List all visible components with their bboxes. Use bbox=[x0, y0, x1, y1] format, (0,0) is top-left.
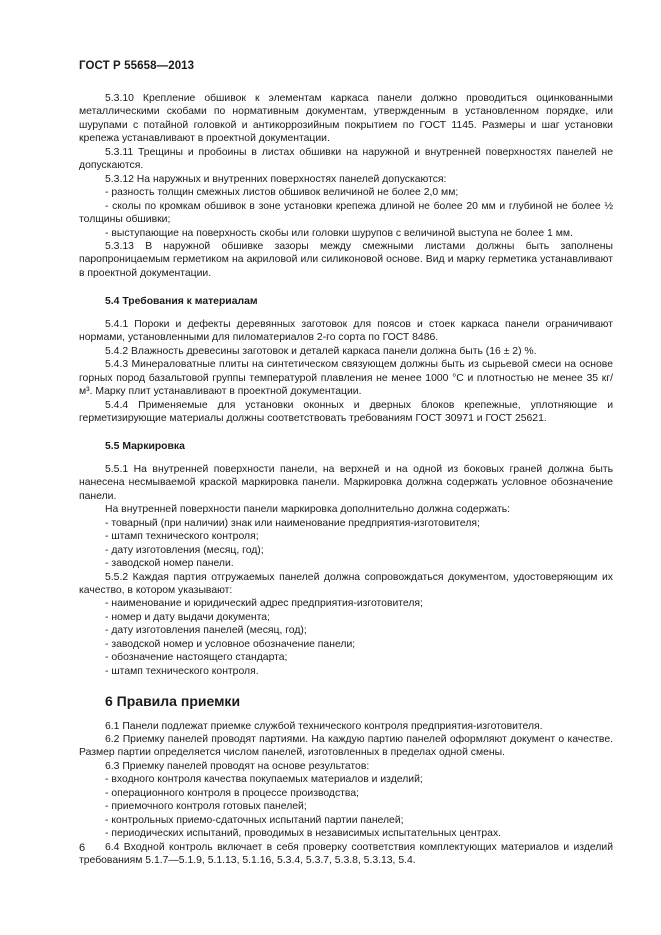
list-item: - сколы по кромкам обшивок в зоне установки крепежа длиной не более 20 мм и глубиной не более ½ толщины обшивки; bbox=[79, 200, 613, 226]
paragraph-6-4: 6.4 Входной контроль включает в себя проверку соответствия комплектующих материалов и изделий требованиям 5.1.7—5.1.9, 5.1.13, 5.1.16, 5.3.4, 5.3.7, 5.3.8, 5.3.13, 5.4. bbox=[79, 841, 613, 867]
paragraph-5-5-1: 5.5.1 На внутренней поверхности панели, на верхней и на одной из боковых граней должна быть нанесена несмываемой краской маркировка панели. Маркировка должна содержать условное обозначение панели. bbox=[79, 463, 613, 502]
list-item: - товарный (при наличии) знак или наименование предприятия-изготовителя; bbox=[105, 517, 480, 529]
paragraph-5-5-2: 5.5.2 Каждая партия отгружаемых панелей должна сопровождаться документом, удостоверяющим их качество, в котором указывают: bbox=[79, 571, 613, 596]
list-item: - штамп технического контроля; bbox=[105, 531, 259, 543]
paragraph-6-1: 6.1 Панели подлежат приемке службой технического контроля предприятия-изготовителя. bbox=[105, 720, 543, 732]
list-item: - разность толщин смежных листов обшивок величиной не более 2,0 мм; bbox=[105, 187, 459, 199]
list-item: - номер и дату выдачи документа; bbox=[105, 611, 270, 623]
standard-header: ГОСТ Р 55658—2013 bbox=[79, 60, 195, 72]
list-item: - контрольных приемо-сдаточных испытаний партии панелей; bbox=[105, 814, 404, 826]
list-item: - штамп технического контроля. bbox=[105, 665, 259, 677]
section-6-heading: 6 Правила приемки bbox=[105, 693, 241, 710]
list-item: - приемочного контроля готовых панелей; bbox=[105, 801, 307, 813]
list-item: - выступающие на поверхность скобы или головки шурупов с величиной выступа не более 1 мм. bbox=[105, 227, 573, 239]
paragraph-5-3-13: 5.3.13 В наружной обшивке зазоры между смежными листами должны быть заполнены паропроницаемым герметиком на акриловой или силиконовой основе. Вид и марку герметика устанавливают в проектной документации. bbox=[79, 240, 613, 279]
paragraph-5-4-1: 5.4.1 Пороки и дефекты деревянных заготовок для поясов и стоек каркаса панели ограничивают нормами, установленными для пиломатериалов 2-го сорта по ГОСТ 8486. bbox=[79, 318, 613, 344]
page-number: 6 bbox=[79, 842, 86, 854]
list-item: - наименование и юридический адрес предприятия-изготовителя; bbox=[105, 598, 423, 610]
paragraph-5-4-2: 5.4.2 Влажность древесины заготовок и деталей каркаса панели должна быть (16 ± 2) %. bbox=[105, 345, 537, 357]
paragraph-6-3: 6.3 Приемку панелей проводят на основе результатов: bbox=[105, 760, 370, 772]
paragraph-5-3-11: 5.3.11 Трещины и пробоины в листах обшивки на наружной и внутренней поверхностях панелей не допускаются. bbox=[79, 146, 613, 172]
paragraph-6-2: 6.2 Приемку панелей проводят партиями. На каждую партию панелей оформляют документ о качестве. Размер партии определяется числом панелей, изготовленных в пределах одной смены. bbox=[79, 734, 613, 759]
paragraph-5-4-3: 5.4.3 Минераловатные плиты на синтетическом связующем должны быть из сырьевой смеси на основе горных пород базальтовой группы температурой плавления не менее 1000 °С и плотностью не менее 35 кг/м³. Марку плит устанавливают в проектной документации. bbox=[79, 359, 613, 398]
section-5-4-heading: 5.4 Требования к материалам bbox=[105, 296, 258, 308]
paragraph-inner-marking: На внутренней поверхности панели маркировка дополнительно должна содержать: bbox=[105, 504, 511, 516]
list-item: - дату изготовления (месяц, год); bbox=[105, 544, 264, 556]
list-item: - периодических испытаний, проводимых в независимых испытательных центрах. bbox=[105, 828, 502, 840]
paragraph-5-4-4: 5.4.4 Применяемые для установки оконных и дверных блоков крепежные, уплотняющие и герметизирующие материалы должны соответствовать требованиям ГОСТ 30971 и ГОСТ 25621. bbox=[79, 399, 613, 424]
list-item: - дату изготовления панелей (месяц, год); bbox=[105, 625, 307, 637]
list-item: - заводской номер и условное обозначение панели; bbox=[105, 638, 356, 650]
section-5-5-heading: 5.5 Маркировка bbox=[105, 441, 185, 453]
list-item: - входного контроля качества покупаемых материалов и изделий; bbox=[105, 774, 423, 786]
list-item: - обозначение настоящего стандарта; bbox=[105, 652, 288, 664]
paragraph-5-3-10: 5.3.10 Крепление обшивок к элементам каркаса панели должно проводиться оцинкованными металлическими скобами по нормативным документам, утвержденным в установленном порядке, или шурупами с потайной головкой и антикоррозийным покрытием по ГОСТ 1145. Размеры и шаг установки крепежа устанавливают в проектной документации. bbox=[79, 93, 613, 145]
page-content bbox=[79, 92, 613, 868]
list-item: - операционного контроля в процессе производства; bbox=[105, 787, 360, 799]
list-item: - заводской номер панели. bbox=[105, 558, 234, 570]
paragraph-5-3-12: 5.3.12 На наружных и внутренних поверхностях панелей допускаются: bbox=[105, 173, 447, 185]
